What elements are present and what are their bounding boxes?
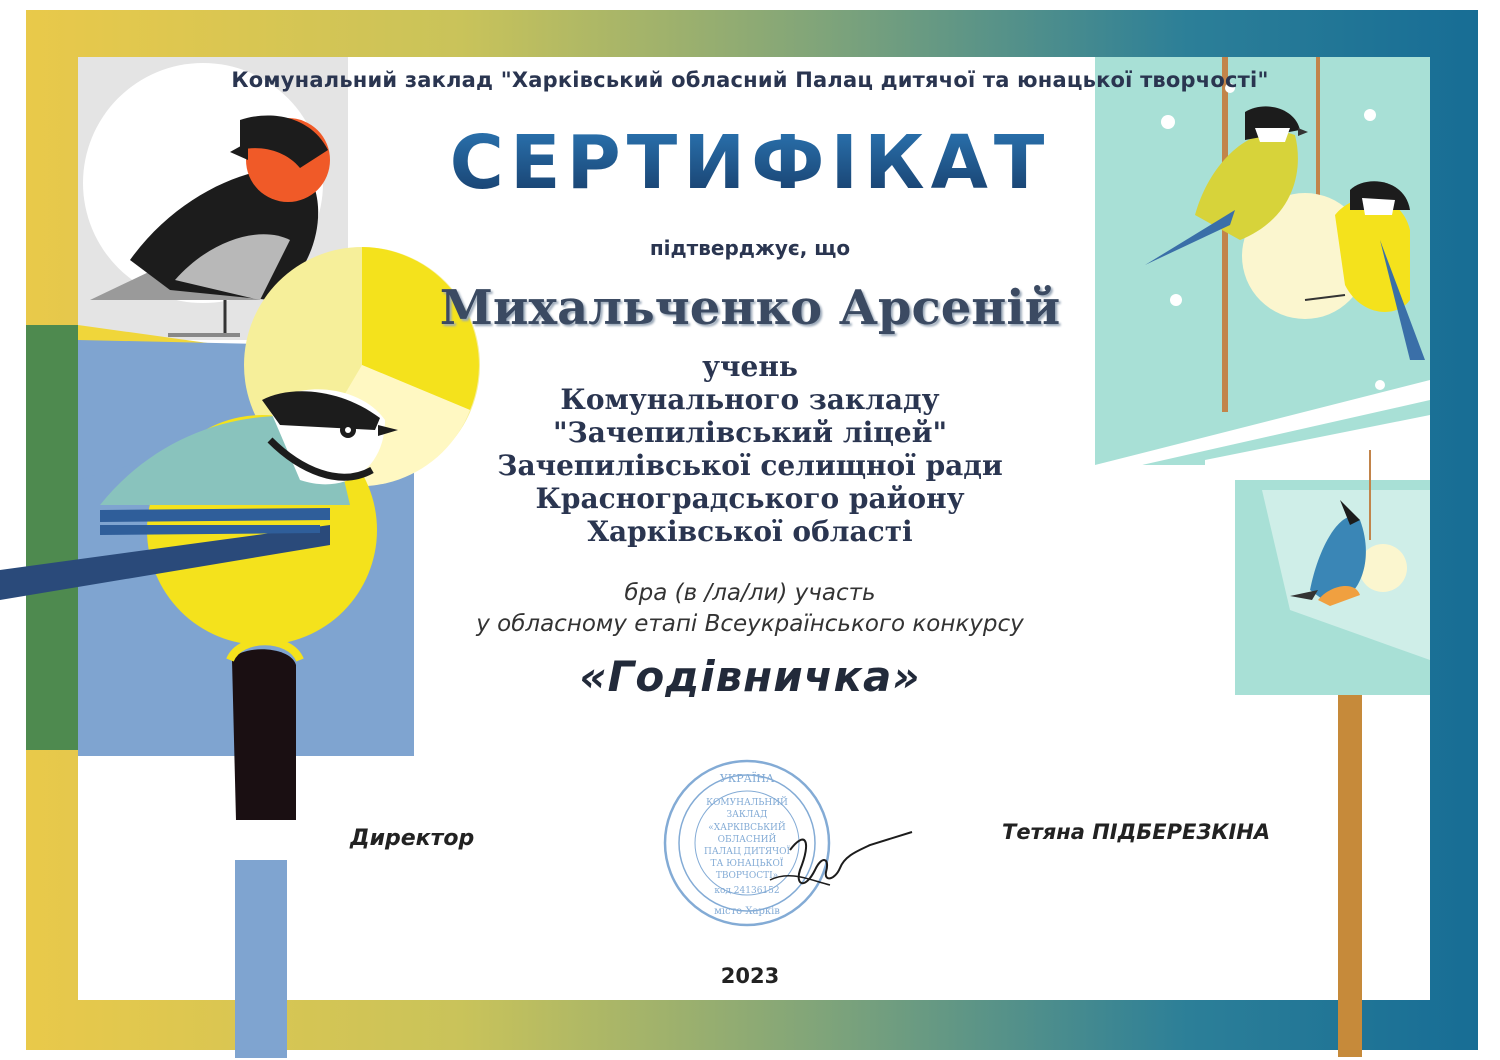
official-stamp <box>665 761 829 925</box>
participation-line: бра (в /ла/ли) участь <box>624 580 876 606</box>
school-line: Комунального закладу <box>560 383 940 416</box>
school-block <box>0 350 1500 548</box>
stamp-line: місто Харків <box>714 906 780 917</box>
school-line: Зачепилівської селищної ради <box>497 449 1003 482</box>
school-line: Харківської області <box>587 515 913 548</box>
contest-name: «Годівничка» <box>579 652 921 701</box>
certificate-title: СЕРТИФІКАТ <box>0 120 1500 206</box>
institution-name: Комунальний заклад "Харківський обласний Палац дитячої та юнацької творчості" <box>231 68 1269 92</box>
signatory-name: Тетяна ПІДБЕРЕЗКІНА <box>1002 820 1271 844</box>
recipient-name: Михальченко Арсеній <box>439 280 1061 336</box>
school-line: Красноградського району <box>535 482 965 515</box>
stamp-line: ТА ЮНАЦЬКОЇ <box>710 859 784 869</box>
signature-role: Директор <box>350 826 475 851</box>
certificate-year: 2023 <box>720 964 780 988</box>
stamp-line: ЗАКЛАД <box>726 810 768 820</box>
school-line: учень <box>702 350 798 383</box>
stamp-line: код 24136152 <box>714 886 780 896</box>
stamp-line: ПАЛАЦ ДИТЯЧОЇ <box>703 847 791 857</box>
stamp-line: ТВОРЧОСТІ» <box>715 871 779 881</box>
stamp-line: «ХАРКІВСЬКИЙ <box>708 823 786 833</box>
stamp-line: ОБЛАСНИЙ <box>717 835 777 845</box>
participation-block <box>0 578 1500 640</box>
stamp-line: УКРАЇНА <box>719 772 775 785</box>
participation-line: у обласному етапі Всеукраїнського конкурсу <box>476 611 1024 637</box>
stamp-line: КОМУНАЛЬНИЙ <box>706 798 788 808</box>
confirms-text: підтверджує, що <box>649 236 851 260</box>
school-line: "Зачепилівський ліцей" <box>552 416 948 449</box>
signature <box>770 832 912 885</box>
